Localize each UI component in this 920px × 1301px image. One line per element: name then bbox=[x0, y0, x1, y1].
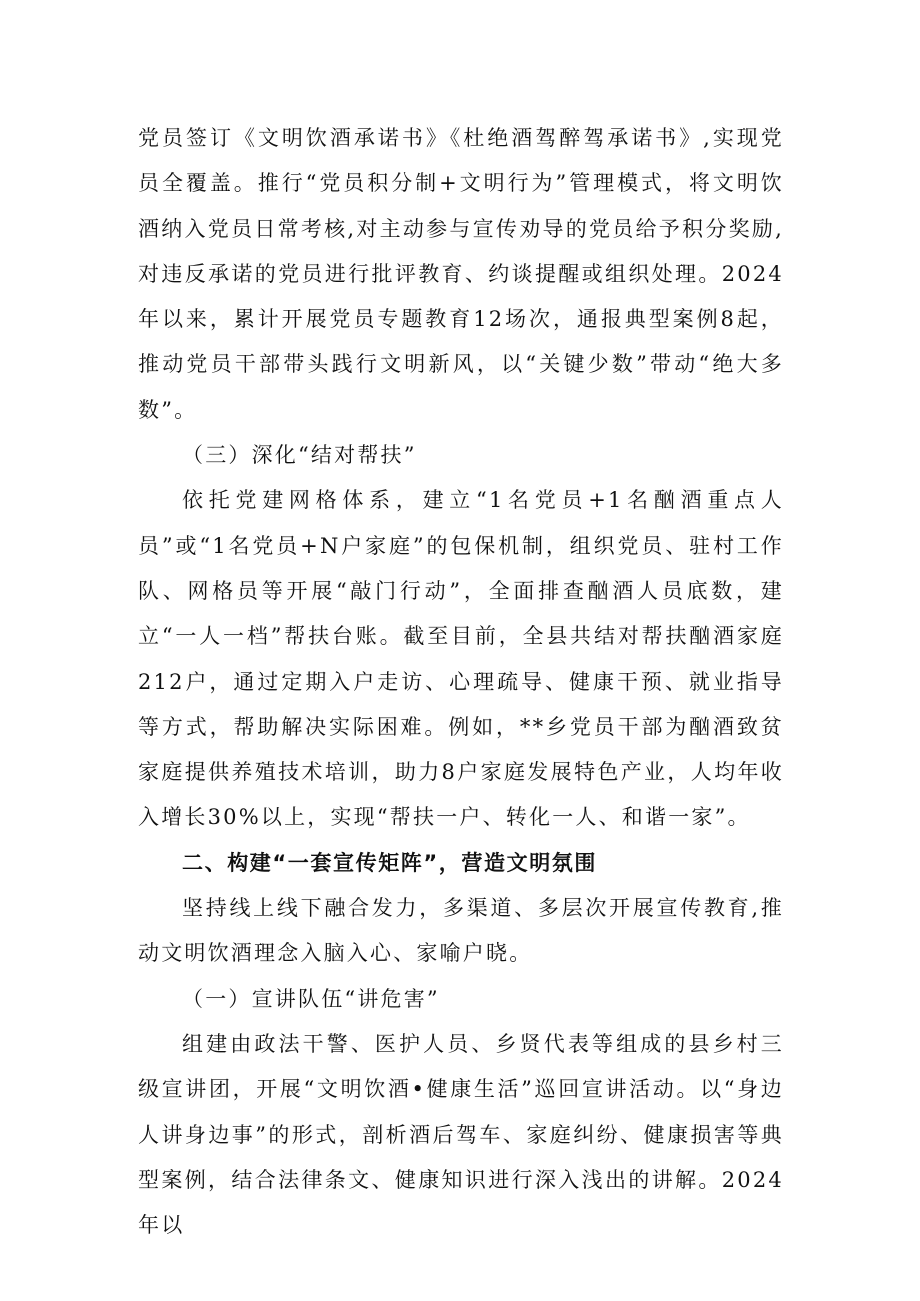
paragraph-lecture: 组建由政法干警、医护人员、乡贤代表等组成的县乡村三级宣讲团，开展“文明饮酒•健康生活”巡回宣讲活动。以“身边人讲身边事”的形式，剖析酒后驾车、家庭纠纷、健康损害等典型案例，结合法律条文、健康知识进行深入浅出的讲解。2024年以 bbox=[138, 1031, 784, 1238]
paragraph-pledge: 党员签订《文明饮酒承诺书》《杜绝酒驾醉驾承诺书》,实现党员全覆盖。推行“党员积分制+文明行为”管理模式，将文明饮酒纳入党员日常考核,对主动参与宣传劝导的党员给予积分奖励,对违反承诺的党员进行批评教育、约谈提醒或组织处理。2024年以来，累计开展党员专题教育12场次，通报典型案例8起，推动党员干部带头践行文明新风，以“关键少数”带动“绝大多数”。 bbox=[138, 126, 784, 422]
subheading-pairing: （三）深化“结对帮扶” bbox=[182, 443, 417, 468]
paragraph-pairing: 依托党建网格体系，建立“1名党员+1名酗酒重点人员”或“1名党员+N户家庭”的包保机制，组织党员、驻村工作队、网格员等开展“敲门行动”，全面排查酗酒人员底数，建立“一人一档”帮扶台账。截至目前，全县共结对帮扶酗酒家庭212户，通过定期入户走访、心理疏导、健康干预、就业指导等方式，帮助解决实际困难。例如，**乡党员干部为酗酒致贫家庭提供养殖技术培训，助力8户家庭发展特色产业，人均年收入增长30%以上，实现“帮扶一户、转化一人、和谐一家”。 bbox=[138, 488, 784, 830]
heading-publicity-matrix: 二、构建“一套宣传矩阵”，营造文明氛围 bbox=[182, 850, 598, 875]
document-body bbox=[138, 116, 784, 1248]
subheading-lecture: （一）宣讲队伍“讲危害” bbox=[182, 986, 440, 1011]
paragraph-publicity: 坚持线上线下融合发力，多渠道、多层次开展宣传教育,推动文明饮酒理念入脑入心、家喻户晓。 bbox=[138, 896, 784, 966]
